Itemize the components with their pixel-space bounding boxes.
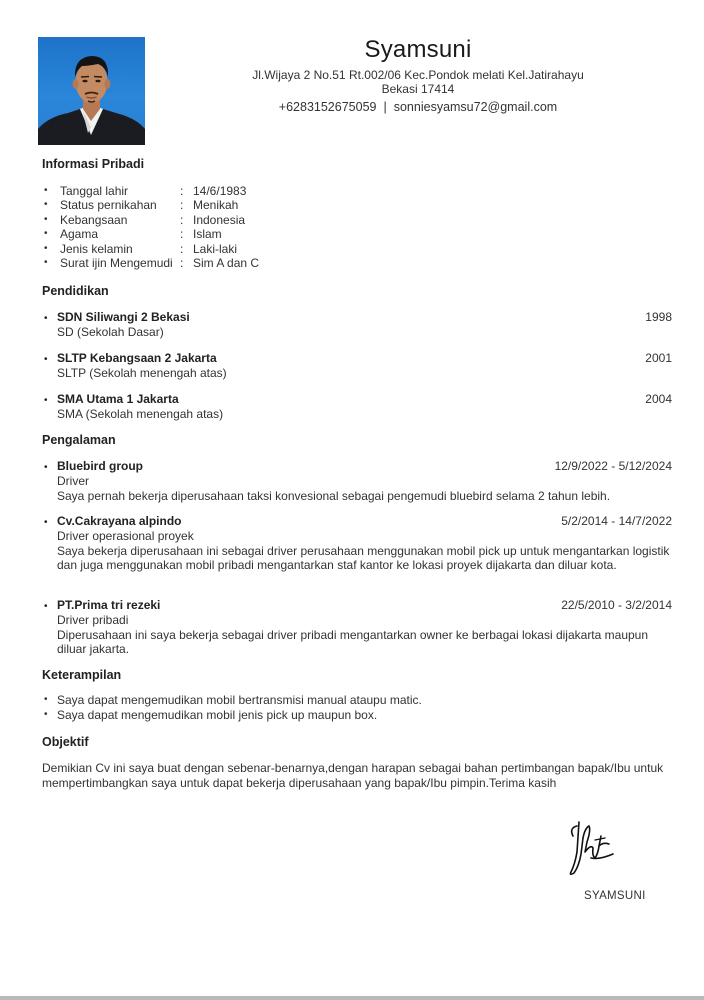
bottom-edge-bar — [0, 996, 704, 1000]
personal-info-list — [44, 184, 259, 270]
personal-info-heading: Informasi Pribadi — [42, 157, 145, 171]
company-name: Bluebird group — [57, 459, 143, 473]
experience-description: Saya pernah bekerja diperusahaan taksi konvesional sebagai pengemudi bluebird selama 2 tahun lebih. — [57, 488, 611, 503]
experience-entry: • PT.Prima tri rezeki 22/5/2010 - 3/2/2014 Driver pribadi Diperusahaan ini saya bekerja sebagai driver pribadi mengantarkan owner ke berbagai lokasi dijakarta maupun diluar jakarta. — [44, 598, 672, 657]
company-name: Cv.Cakrayana alpindo — [57, 514, 182, 528]
personal-info-item: • Tanggal lahir : 14/6/1983 — [44, 184, 247, 198]
education-year: 1998 — [645, 310, 672, 324]
person-portrait-icon — [38, 37, 145, 145]
education-level: SLTP (Sekolah menengah atas) — [57, 366, 227, 380]
education-heading: Pendidikan — [42, 284, 109, 298]
personal-info-item: • Surat ijin Mengemudi : Sim A dan C — [44, 255, 260, 270]
signature-icon — [565, 818, 621, 880]
contact-separator: | — [383, 100, 387, 114]
education-entry: • SMA Utama 1 Jakarta 2004 SMA (Sekolah menengah atas) — [44, 392, 672, 421]
personal-info-item: • Kebangsaan : Indonesia — [44, 212, 246, 227]
education-level: SMA (Sekolah menengah atas) — [57, 407, 224, 421]
contact-line — [160, 100, 676, 114]
skills-list — [44, 693, 422, 722]
address-line-1: Jl.Wijaya 2 No.51 Rt.002/06 Kec.Pondok melati Kel.Jatirahayu — [252, 68, 584, 82]
education-year: 2001 — [645, 351, 672, 365]
signature-name: SYAMSUNI — [584, 890, 646, 902]
address-line-2: Bekasi 17414 — [381, 82, 455, 96]
personal-info-item: • Status pernikahan : Menikah — [44, 198, 239, 213]
personal-info-item: • Agama : Islam — [44, 227, 222, 242]
experience-description: Diperusahaan ini saya bekerja sebagai driver pribadi mengantarkan owner ke berbagai lokasi dijakarta maupun diluar jakarta. — [57, 627, 649, 657]
education-entry: • SDN Siliwangi 2 Bekasi 1998 SD (Sekolah Dasar) — [44, 310, 672, 339]
experience-entry: • Cv.Cakrayana alpindo 5/2/2014 - 14/7/2022 Driver operasional proyek Saya bekerja diperusahaan ini sebagai driver perusahaan menggunakan mobil pick up untuk mengantarkan logistik dan juga menggunakan mobil pribadi mengantarkan staf kantor ke lokasi proyek dijakarta dan diluar kota. — [44, 514, 672, 573]
skill-item: • Saya dapat mengemudikan mobil jenis pick up maupun box. — [44, 707, 378, 722]
school-name: SMA Utama 1 Jakarta — [57, 392, 179, 406]
objective-text: Demikian Cv ini saya buat dengan sebenar-benarnya,dengan harapan sebagai bahan pertimbangan bapak/Ibu untuk mempertimbangkan saya untuk dapat bekerja diperusahaan yang bapak/Ibu pimpin.Terima kasih — [42, 761, 664, 790]
company-name: PT.Prima tri rezeki — [57, 598, 161, 612]
skill-item: • Saya dapat mengemudikan mobil bertransmisi manual ataupu matic. — [44, 693, 422, 707]
experience-period: 12/9/2022 - 5/12/2024 — [554, 459, 672, 473]
skills-heading: Keterampilan — [42, 668, 122, 682]
experience-period: 22/5/2010 - 3/2/2014 — [561, 598, 672, 612]
phone-number: +6283152675059 — [278, 100, 377, 114]
education-year: 2004 — [645, 392, 672, 406]
education-entry: • SLTP Kebangsaan 2 Jakarta 2001 SLTP (Sekolah menengah atas) — [44, 351, 672, 380]
email-address: sonniesyamsu72@gmail.com — [393, 100, 558, 114]
school-name: SLTP Kebangsaan 2 Jakarta — [57, 351, 217, 365]
experience-entry: • Bluebird group 12/9/2022 - 5/12/2024 Driver Saya pernah bekerja diperusahaan taksi konvesional sebagai pengemudi bluebird selama 2 tahun lebih. — [44, 459, 672, 503]
school-name: SDN Siliwangi 2 Bekasi — [57, 310, 190, 324]
experience-heading: Pengalaman — [42, 433, 116, 447]
experience-role: Driver — [57, 474, 89, 488]
experience-period: 5/2/2014 - 14/7/2022 — [561, 514, 672, 528]
experience-role: Driver operasional proyek — [57, 529, 194, 543]
experience-role: Driver pribadi — [57, 613, 129, 627]
experience-description: Saya bekerja diperusahaan ini sebagai driver perusahaan menggunakan mobil pick up untuk mengantarkan logistik dan juga menggunakan mobil pribadi mengantarkan staf kantor ke lokasi proyek dijakarta dan diluar kota. — [57, 543, 670, 573]
objective-heading: Objektif — [42, 735, 89, 749]
education-level: SD (Sekolah Dasar) — [57, 325, 164, 339]
personal-info-item: • Jenis kelamin : Laki-laki — [44, 241, 238, 256]
full-name: Syamsuni — [364, 36, 472, 63]
profile-photo — [38, 37, 145, 145]
